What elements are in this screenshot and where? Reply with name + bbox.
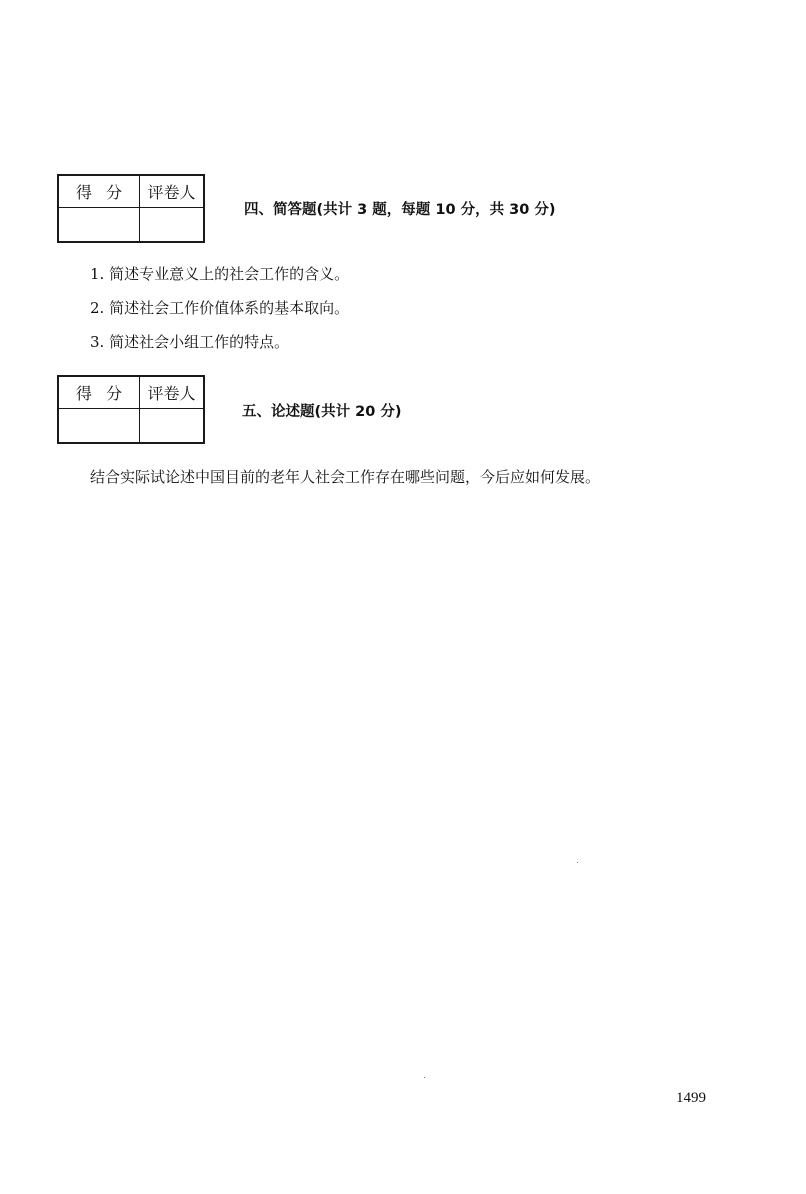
score-entry-cell	[58, 208, 140, 243]
grader-label: 评卷人	[140, 175, 205, 208]
grader-label: 评卷人	[140, 376, 205, 409]
score-entry-cell	[58, 409, 140, 444]
score-label: 得分	[58, 376, 140, 409]
grader-entry-cell	[140, 409, 205, 444]
section-4-heading: 四、简答题(共计 3 题，每题 10 分，共 30 分)	[244, 202, 556, 218]
page-number: 1499	[676, 1090, 706, 1106]
score-label: 得分	[58, 175, 140, 208]
question-5-1: 结合实际试论述中国目前的老年人社会工作存在哪些问题，今后应如何发展。	[90, 468, 601, 486]
question-4-1: 1. 简述专业意义上的社会工作的含义。	[90, 265, 350, 283]
section-5-heading: 五、论述题(共计 20 分)	[242, 404, 402, 420]
question-4-3: 3. 简述社会小组工作的特点。	[90, 333, 290, 351]
question-4-2: 2. 简述社会工作价值体系的基本取向。	[90, 299, 350, 317]
scan-speck	[424, 1077, 425, 1078]
score-box-section-5	[57, 375, 205, 444]
scan-speck	[577, 862, 578, 863]
score-box-section-4	[57, 174, 205, 243]
grader-entry-cell	[140, 208, 205, 243]
